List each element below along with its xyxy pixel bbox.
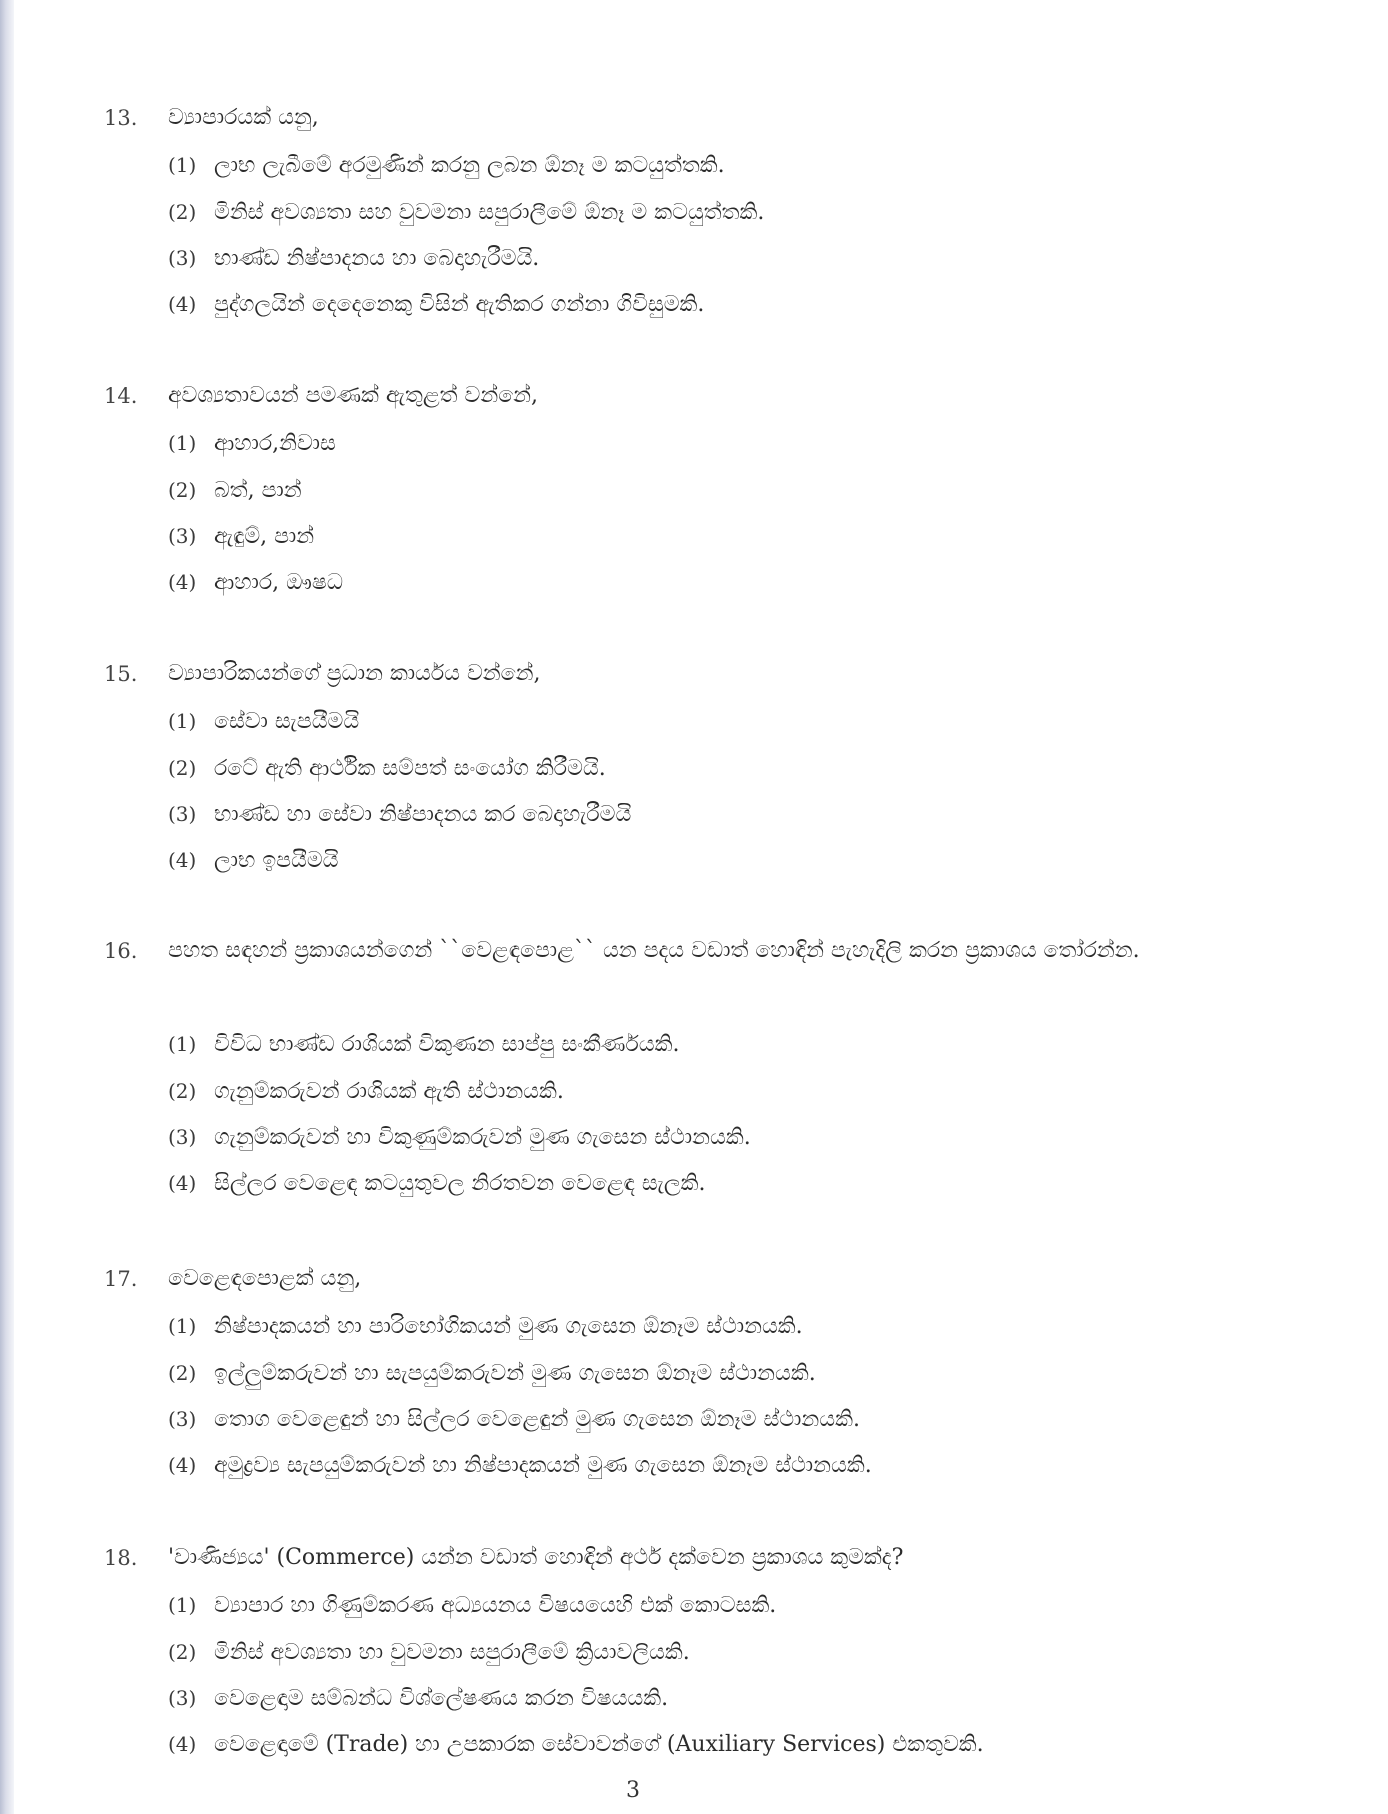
page-number: 3 [626,1778,640,1803]
option-4 [168,1449,872,1483]
option-text: රටේ ඇති ආර්ථික සම්පත් සංයෝග කිරීමයි. [214,756,606,781]
option-number: (1) [168,431,197,455]
option-2 [168,474,302,508]
option-number: (2) [168,200,197,224]
option-number: (3) [168,246,197,270]
option-text: භාණ්ඩ නිෂ්පාදනය හා බෙදාහැරීමයි. [214,246,540,271]
option-number: (4) [168,1453,197,1477]
option-3 [168,1121,751,1155]
option-text: සිල්ලර වෙළෙඳ කටයුතුවල නිරතවන වෙළෙඳ සැලකි. [214,1171,706,1196]
option-number: (2) [168,1640,197,1664]
option-1 [168,1028,679,1062]
question-number: 18. [104,1546,138,1570]
option-text: ආහාර,නිවාස [214,431,336,456]
question-text: වෙළෙඳපොළක් යනු, [168,1266,362,1291]
option-number: (2) [168,756,197,780]
option-text: භාණ්ඩ හා සේවා නිෂ්පාදනය කර බෙදාහැරීමයි [214,802,632,827]
option-number: (1) [168,1314,197,1338]
option-number: (2) [168,1361,197,1385]
option-text: බත්, පාන් [214,478,302,503]
option-number: (3) [168,1686,197,1710]
option-number: (1) [168,709,197,733]
option-4 [168,288,704,322]
option-2 [168,1075,564,1109]
option-2 [168,1636,690,1670]
option-text: ගැනුම්කරුවන් හා විකුණුම්කරුවන් මුණ ගැසෙන ස්ථානයකි. [214,1125,751,1150]
option-text: ඇඳුම්, පාන් [214,524,315,549]
option-text: ඉල්ලුම්කරුවන් හා සැපයුම්කරුවන් මුණ ගැසෙන ඕනෑම ස්ථානයකි. [214,1361,816,1386]
option-3 [168,242,539,276]
option-text: ලාභ ලැබීමේ අරමුණින් කරනු ලබන ඕනෑ ම කටයුත්තකි. [214,153,725,178]
option-text: ලාභ ඉපයීමයි [214,848,339,873]
option-number: (2) [168,1079,197,1103]
option-number: (1) [168,153,197,177]
option-text: ව්‍යාපාර හා ගිණුම්කරණ අධ්‍යයනය විෂයයෙහි එක් කොටසකි. [214,1593,777,1618]
option-text: මිනිස් අවශ්‍යතා සහ වුවමනා සපුරාලීමේ ඕනෑ ම කටයුත්තකි. [214,200,765,225]
option-text: නිෂ්පාදකයන් හා පාරිභෝගිකයන් මුණ ගැසෙන ඕනෑම ස්ථානයකි. [214,1314,803,1339]
option-3 [168,798,631,832]
option-4 [168,1167,706,1201]
option-text: තොග වෙළෙඳුන් හා සිල්ලර වෙළෙඳුන් මුණ ගැසෙන ඕනෑම ස්ථානයකි. [214,1407,860,1432]
question-number: 13. [104,106,138,130]
option-1 [168,427,336,461]
option-1 [168,149,725,183]
option-number: (3) [168,1125,197,1149]
question-number: 15. [104,662,138,686]
question-number: 14. [104,384,138,408]
option-text: වෙළෙඳාම සම්බන්ධ විශ්ලේෂණය කරන විෂයයකි. [214,1686,669,1711]
page-edge-shadow [0,0,14,1814]
option-2 [168,752,606,786]
option-3 [168,1403,860,1437]
option-4 [168,844,338,878]
option-number: (2) [168,478,197,502]
option-4 [168,1728,984,1762]
option-text: ආහාර, ඖෂධ [214,570,344,595]
option-text: සේවා සැපයීමයි [214,709,360,734]
option-4 [168,566,343,600]
option-number: (4) [168,570,197,594]
option-1 [168,1310,803,1344]
option-text: ගැනුම්කරුවන් රාශියක් ඇති ස්ථානයකි. [214,1079,564,1104]
option-number: (3) [168,802,197,826]
option-number: (4) [168,1732,197,1756]
option-number: (1) [168,1032,197,1056]
question-number: 16. [104,939,138,963]
option-2 [168,1357,816,1391]
question-number: 17. [104,1267,138,1291]
option-number: (1) [168,1593,197,1617]
option-number: (4) [168,1171,197,1195]
option-text: විවිධ භාණ්ඩ රාශියක් විකුණන සාප්පු සංකීර්ණයකි. [214,1032,680,1057]
option-1 [168,705,359,739]
option-number: (3) [168,1407,197,1431]
option-3 [168,1682,668,1716]
option-text: වෙළෙඳාමේ (Trade) හා උපකාරක සේවාවන්ගේ (Auxiliary Services) එකතුවකි. [214,1732,984,1757]
question-text: අවශ්‍යතාවයන් පමණක් ඇතුළත් වන්නේ, [168,383,539,408]
option-text: පුද්ගලයින් දෙදෙනෙකු විසින් ඇතිකර ගන්නා ගිවිසුමකි. [214,292,705,317]
option-text: මිනිස් අවශ්‍යතා හා වුවමනා සපුරාලීමේ ක්‍රියාවලියකි. [214,1640,690,1665]
question-text: ව්‍යාපාරයක් යනු, [168,105,319,130]
option-text: අමුද්‍රව්‍ය සැපයුම්කරුවන් හා නිෂ්පාදකයන් මුණ ගැසෙන ඕනෑම ස්ථානයකි. [214,1453,872,1478]
question-text: ව්‍යාපාරිකයන්ගේ ප්‍රධාන කාර්යය වන්නේ, [168,661,541,686]
option-1 [168,1589,776,1623]
option-number: (4) [168,292,197,316]
question-text: පහත සඳහන් ප්‍රකාශයන්ගෙන් ``වෙළඳපොළ`` යන පදය වඩාත් හොඳින් පැහැදිලි කරන ප්‍රකාශය තෝරන්න. [168,938,1140,963]
option-number: (3) [168,524,197,548]
option-number: (4) [168,848,197,872]
question-text: 'වාණිජ්‍යය' (Commerce) යන්න වඩාත් හොඳින් අර්ථ දක්වෙන ප්‍රකාශය කුමක්ද? [168,1545,904,1570]
option-3 [168,520,314,554]
option-2 [168,196,764,230]
